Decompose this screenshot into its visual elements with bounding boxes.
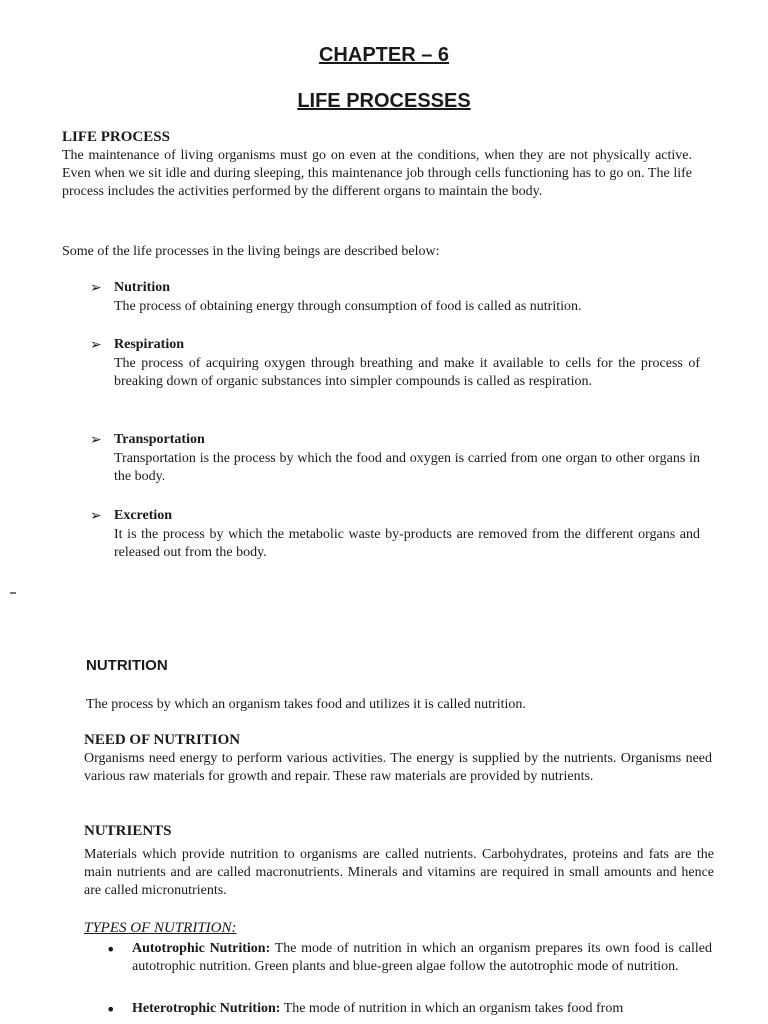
arrow-bullet-icon: ➢ bbox=[90, 337, 102, 353]
process-excretion bbox=[90, 508, 702, 566]
margin-mark bbox=[10, 592, 16, 594]
process-text: Transportation is the process by which the food and oxygen is carried from one organ to other organs in the body. bbox=[114, 451, 700, 484]
nutrients-text: Materials which provide nutrition to organisms are called nutrients. Carbohydrates, proteins and fats are the main nutrients and are called macronutrients. Minerals and vitamins are required in small amounts and hence are called micronutrients. bbox=[84, 847, 714, 898]
process-text: The process of acquiring oxygen through breathing and make it available to cells for the process of breaking down of organic substances into simpler compounds is called as respiration. bbox=[114, 356, 700, 389]
arrow-bullet-icon: ➢ bbox=[90, 508, 102, 524]
need-text: Organisms need energy to perform various activities. The energy is supplied by the nutrients. Organisms need various raw materials for growth and repair. These raw materials are provided by nutrients. bbox=[84, 751, 712, 784]
process-nutrition bbox=[90, 280, 702, 320]
type-description: The mode of nutrition in which an organism prepares its own food is called autotrophic nutrition. Green plants and blue-green algae follow the autotrophic mode of nutrition. bbox=[132, 941, 712, 974]
process-respiration bbox=[90, 337, 702, 413]
nutrition-heading: NUTRITION bbox=[86, 657, 168, 674]
type-autotrophic bbox=[106, 940, 718, 1000]
chapter-title: LIFE PROCESSES bbox=[297, 90, 471, 112]
type-heterotrophic bbox=[106, 1000, 718, 1020]
process-title: Excretion bbox=[114, 508, 173, 523]
arrow-bullet-icon: ➢ bbox=[90, 280, 102, 296]
process-title: Transportation bbox=[114, 432, 205, 447]
type-description: The mode of nutrition in which an organism takes food from bbox=[280, 1001, 624, 1016]
nutrition-text: The process by which an organism takes food and utilizes it is called nutrition. bbox=[86, 697, 526, 712]
life-process-heading: LIFE PROCESS bbox=[62, 129, 170, 145]
nutrients-heading: NUTRIENTS bbox=[84, 823, 172, 839]
bullet-dot-icon: • bbox=[106, 1000, 116, 1019]
chapter-number: CHAPTER – 6 bbox=[318, 44, 450, 66]
type-text bbox=[132, 940, 712, 976]
process-title: Respiration bbox=[114, 337, 184, 352]
need-heading: NEED OF NUTRITION bbox=[84, 732, 241, 748]
life-process-text: The maintenance of living organisms must go on even at the conditions, when they are not physically active. Even when we sit idle and during sleeping, this maintenance job through cells functioning has to go on. The life process includes the activities performed by the different organs to maintain the body. bbox=[62, 148, 692, 199]
type-name: Autotrophic Nutrition: bbox=[132, 941, 271, 956]
arrow-bullet-icon: ➢ bbox=[90, 432, 102, 448]
process-title: Nutrition bbox=[114, 280, 170, 295]
bullet-dot-icon: • bbox=[106, 940, 116, 959]
process-text: The process of obtaining energy through consumption of food is called as nutrition. bbox=[114, 299, 582, 314]
type-name: Heterotrophic Nutrition: bbox=[132, 1001, 281, 1016]
types-heading: TYPES OF NUTRITION: bbox=[84, 920, 237, 936]
type-text bbox=[132, 1000, 712, 1018]
process-text: It is the process by which the metabolic waste by-products are removed from the different organs and released out from the body. bbox=[114, 527, 700, 560]
process-transportation bbox=[90, 432, 702, 490]
intro-text: Some of the life processes in the living beings are described below: bbox=[62, 244, 440, 259]
